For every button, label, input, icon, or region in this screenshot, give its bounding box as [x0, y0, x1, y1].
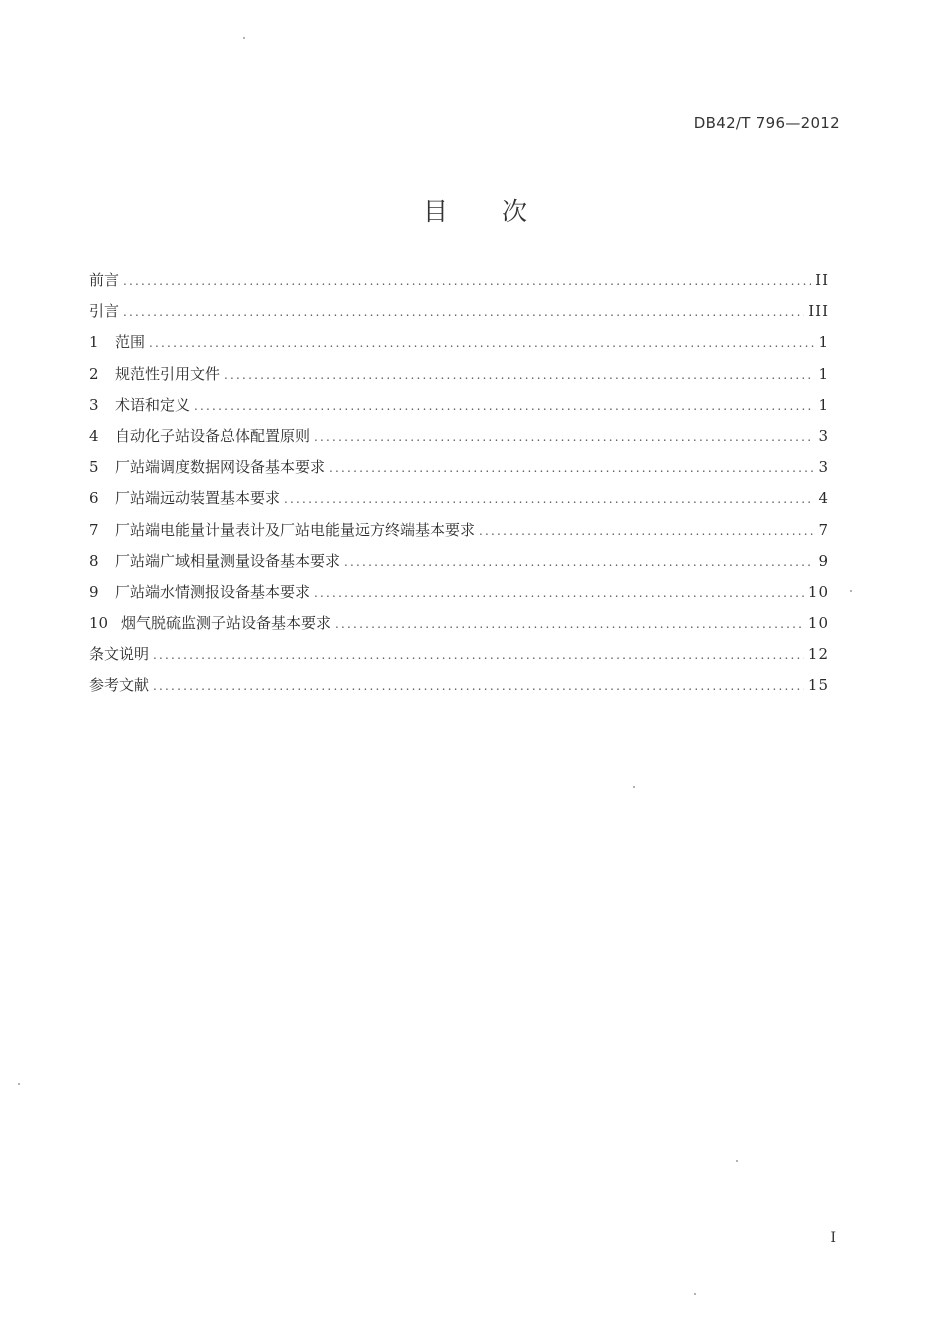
toc-entry-label: 参考文献: [89, 676, 150, 695]
toc-entry-page: 4: [818, 489, 829, 508]
toc-entry-page: 3: [818, 458, 829, 477]
toc-entry-label: 厂站端广域相量测量设备基本要求: [115, 551, 341, 570]
toc-entry-number: 6: [89, 489, 99, 508]
toc-entry-label: 规范性引用文件: [115, 364, 221, 383]
toc-entry-label: 厂站端电能量计量表计及厂站电能量远方终端基本要求: [115, 520, 476, 539]
toc-entry-label: 厂站端远动装置基本要求: [115, 489, 281, 508]
toc-dot-leader: [153, 671, 804, 702]
toc-entry-label: 范围: [115, 333, 146, 352]
toc-entry-number: 7: [89, 520, 99, 539]
toc-dot-leader: [329, 453, 814, 484]
toc-entry-number: 8: [89, 551, 99, 570]
scan-speck: [850, 590, 852, 592]
toc-entry-number: 5: [89, 458, 99, 477]
toc-entry-page: II: [815, 271, 829, 289]
toc-entry-section-7[interactable]: [89, 515, 829, 546]
toc-entry-section-9[interactable]: [89, 577, 829, 608]
toc-entry-number: 3: [89, 395, 99, 414]
toc-entry-page: 9: [818, 551, 829, 570]
toc-entry-page: 1: [818, 333, 829, 352]
page-number: I: [830, 1230, 836, 1246]
toc-entry-foreword[interactable]: [89, 265, 829, 296]
scan-speck: [694, 1293, 696, 1295]
toc-entry-page: 1: [818, 364, 829, 383]
toc-dot-leader: [194, 391, 814, 422]
toc-dot-leader: [335, 609, 804, 640]
toc-dot-leader: [149, 328, 814, 359]
toc-entry-page: 1: [818, 395, 829, 414]
toc-entry-section-3[interactable]: [89, 390, 829, 421]
toc-dot-leader: [314, 422, 814, 453]
toc-entry-label: 厂站端水情测报设备基本要求: [115, 582, 311, 601]
toc-entry-section-1[interactable]: [89, 327, 829, 358]
toc-entry-references[interactable]: [89, 670, 829, 701]
toc-entry-section-4[interactable]: [89, 421, 829, 452]
toc-entry-section-2[interactable]: [89, 359, 829, 390]
toc-entry-label: 术语和定义: [115, 395, 191, 414]
scan-speck: [736, 1160, 738, 1162]
toc-dot-leader: [123, 297, 804, 328]
toc-entry-page: 10: [807, 582, 829, 601]
toc-entry-number: 9: [89, 582, 99, 601]
toc-dot-leader: [153, 640, 804, 671]
toc-entry-section-8[interactable]: [89, 546, 829, 577]
toc-entry-page: 7: [818, 520, 829, 539]
toc-entry-label: 自动化子站设备总体配置原则: [115, 426, 311, 445]
scan-speck: [633, 786, 635, 788]
toc-entry-introduction[interactable]: [89, 296, 829, 327]
scan-speck: [243, 37, 245, 39]
toc-entry-page: 12: [807, 645, 829, 664]
toc-entry-label: 条文说明: [89, 645, 150, 664]
toc-entry-number: 2: [89, 364, 99, 383]
toc-entry-page: 15: [807, 676, 829, 695]
toc-dot-leader: [224, 360, 814, 391]
toc-entry-number: 4: [89, 426, 99, 445]
toc-dot-leader: [479, 516, 814, 547]
toc-entry-page: 3: [818, 426, 829, 445]
document-code: DB42/T 796—2012: [693, 114, 840, 132]
scan-speck: [18, 1083, 20, 1085]
toc-entry-page: 10: [807, 614, 829, 633]
toc-entry-label: 前言: [89, 271, 120, 289]
toc-entry-page: III: [808, 302, 829, 321]
table-of-contents: [89, 265, 829, 702]
toc-entry-explanation[interactable]: [89, 639, 829, 670]
toc-entry-label: 引言: [89, 302, 120, 321]
toc-dot-leader: [314, 578, 804, 609]
toc-dot-leader: [284, 484, 814, 515]
toc-entry-label: 厂站端调度数据网设备基本要求: [115, 458, 326, 477]
toc-entry-label: 烟气脱硫监测子站设备基本要求: [121, 614, 332, 633]
toc-dot-leader: [123, 266, 811, 297]
toc-entry-section-10[interactable]: [89, 608, 829, 639]
toc-dot-leader: [344, 547, 814, 578]
toc-entry-number: 1: [89, 333, 99, 352]
toc-entry-section-6[interactable]: [89, 483, 829, 514]
toc-entry-number: 10: [89, 614, 109, 633]
toc-title: 目次: [422, 197, 581, 226]
toc-entry-section-5[interactable]: [89, 452, 829, 483]
